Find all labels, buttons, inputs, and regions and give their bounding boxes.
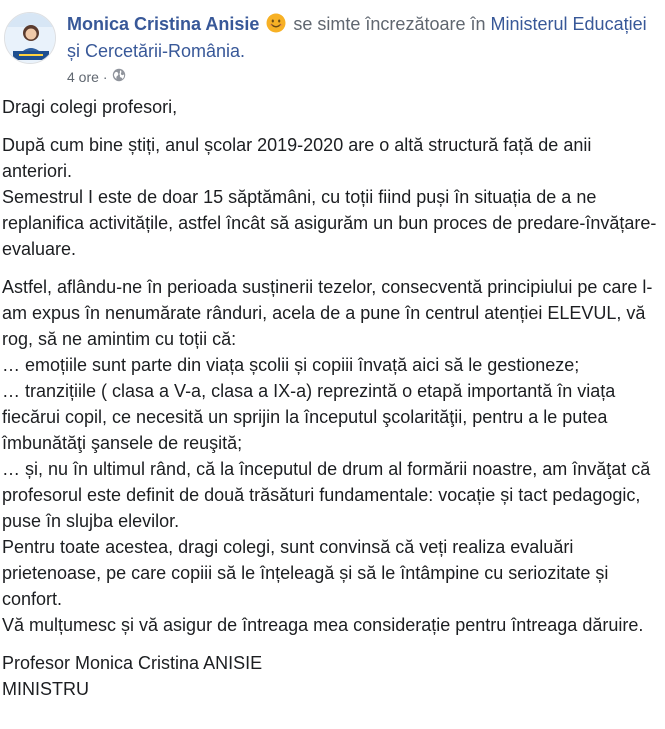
post-body	[2, 94, 662, 714]
organization-link[interactable]: Ministerul Educației și Cercetării-România.	[67, 14, 647, 61]
paragraph-message	[2, 274, 662, 638]
paragraph-greeting	[2, 94, 662, 120]
post-headline	[67, 12, 657, 63]
text-line: Dragi colegi profesori,	[2, 97, 178, 117]
signature-title: MINISTRU	[2, 679, 89, 699]
text-line: … emoțiile sunt parte din viața școlii și copiii învață aici să le gestioneze;	[2, 355, 580, 375]
post-meta	[67, 67, 126, 87]
globe-icon[interactable]	[112, 67, 126, 87]
meta-separator: ·	[102, 69, 108, 85]
signature-name: Profesor Monica Cristina ANISIE	[2, 653, 263, 673]
text-line: Astfel, aflându-ne în perioada susținerii tezelor, consecventă principiului pe care l-am expus în nenumărate rânduri, acela de a pune în centrul atenției ELEVUL, vă rog, să ne amintim cu toții că:	[2, 277, 653, 349]
text-line: … și, nu în ultimul rând, că la începutul de drum al formării noastre, am învăţat că profesorul este definit de două trăsături fundamentale: vocație și tact pedagogic, puse în slujba elevilor.	[2, 459, 651, 531]
feeling-text: se simte încrezătoare în	[293, 14, 486, 34]
author-avatar[interactable]	[4, 12, 56, 64]
post-timestamp[interactable]: 4 ore	[67, 69, 99, 85]
paragraph-signature	[2, 650, 662, 702]
paragraph-context	[2, 132, 662, 262]
smiling-face-icon	[266, 13, 286, 39]
text-line: Pentru toate acestea, dragi colegi, sunt convinsă că veți realiza evaluări prietenoase, pe care copiii să le înțeleagă și să le întâmpine cu seriozitate și confort.	[2, 537, 609, 609]
author-name-link[interactable]: Monica Cristina Anisie	[67, 14, 260, 34]
text-line: După cum bine știți, anul școlar 2019-2020 are o altă structură față de anii anteriori.	[2, 135, 592, 181]
text-line: Semestrul I este de doar 15 săptămâni, cu toții fiind puși în situația de a ne replanifica activitățile, astfel încât să asigurăm un bun proces de predare-învățare-evaluare.	[2, 187, 657, 259]
text-line: … tranzițiile ( clasa a V-a, clasa a IX-a) reprezintă o etapă importantă în viața fiecărui copil, ce necesită un sprijin la începutul şcolarităţii, pentru a le putea îmbunătăţi şansele de reuşită;	[2, 381, 616, 453]
text-line: Vă mulțumesc și vă asigur de întreaga mea considerație pentru întreaga dăruire.	[2, 615, 644, 635]
avatar-image	[5, 13, 56, 64]
post-header	[4, 10, 659, 90]
